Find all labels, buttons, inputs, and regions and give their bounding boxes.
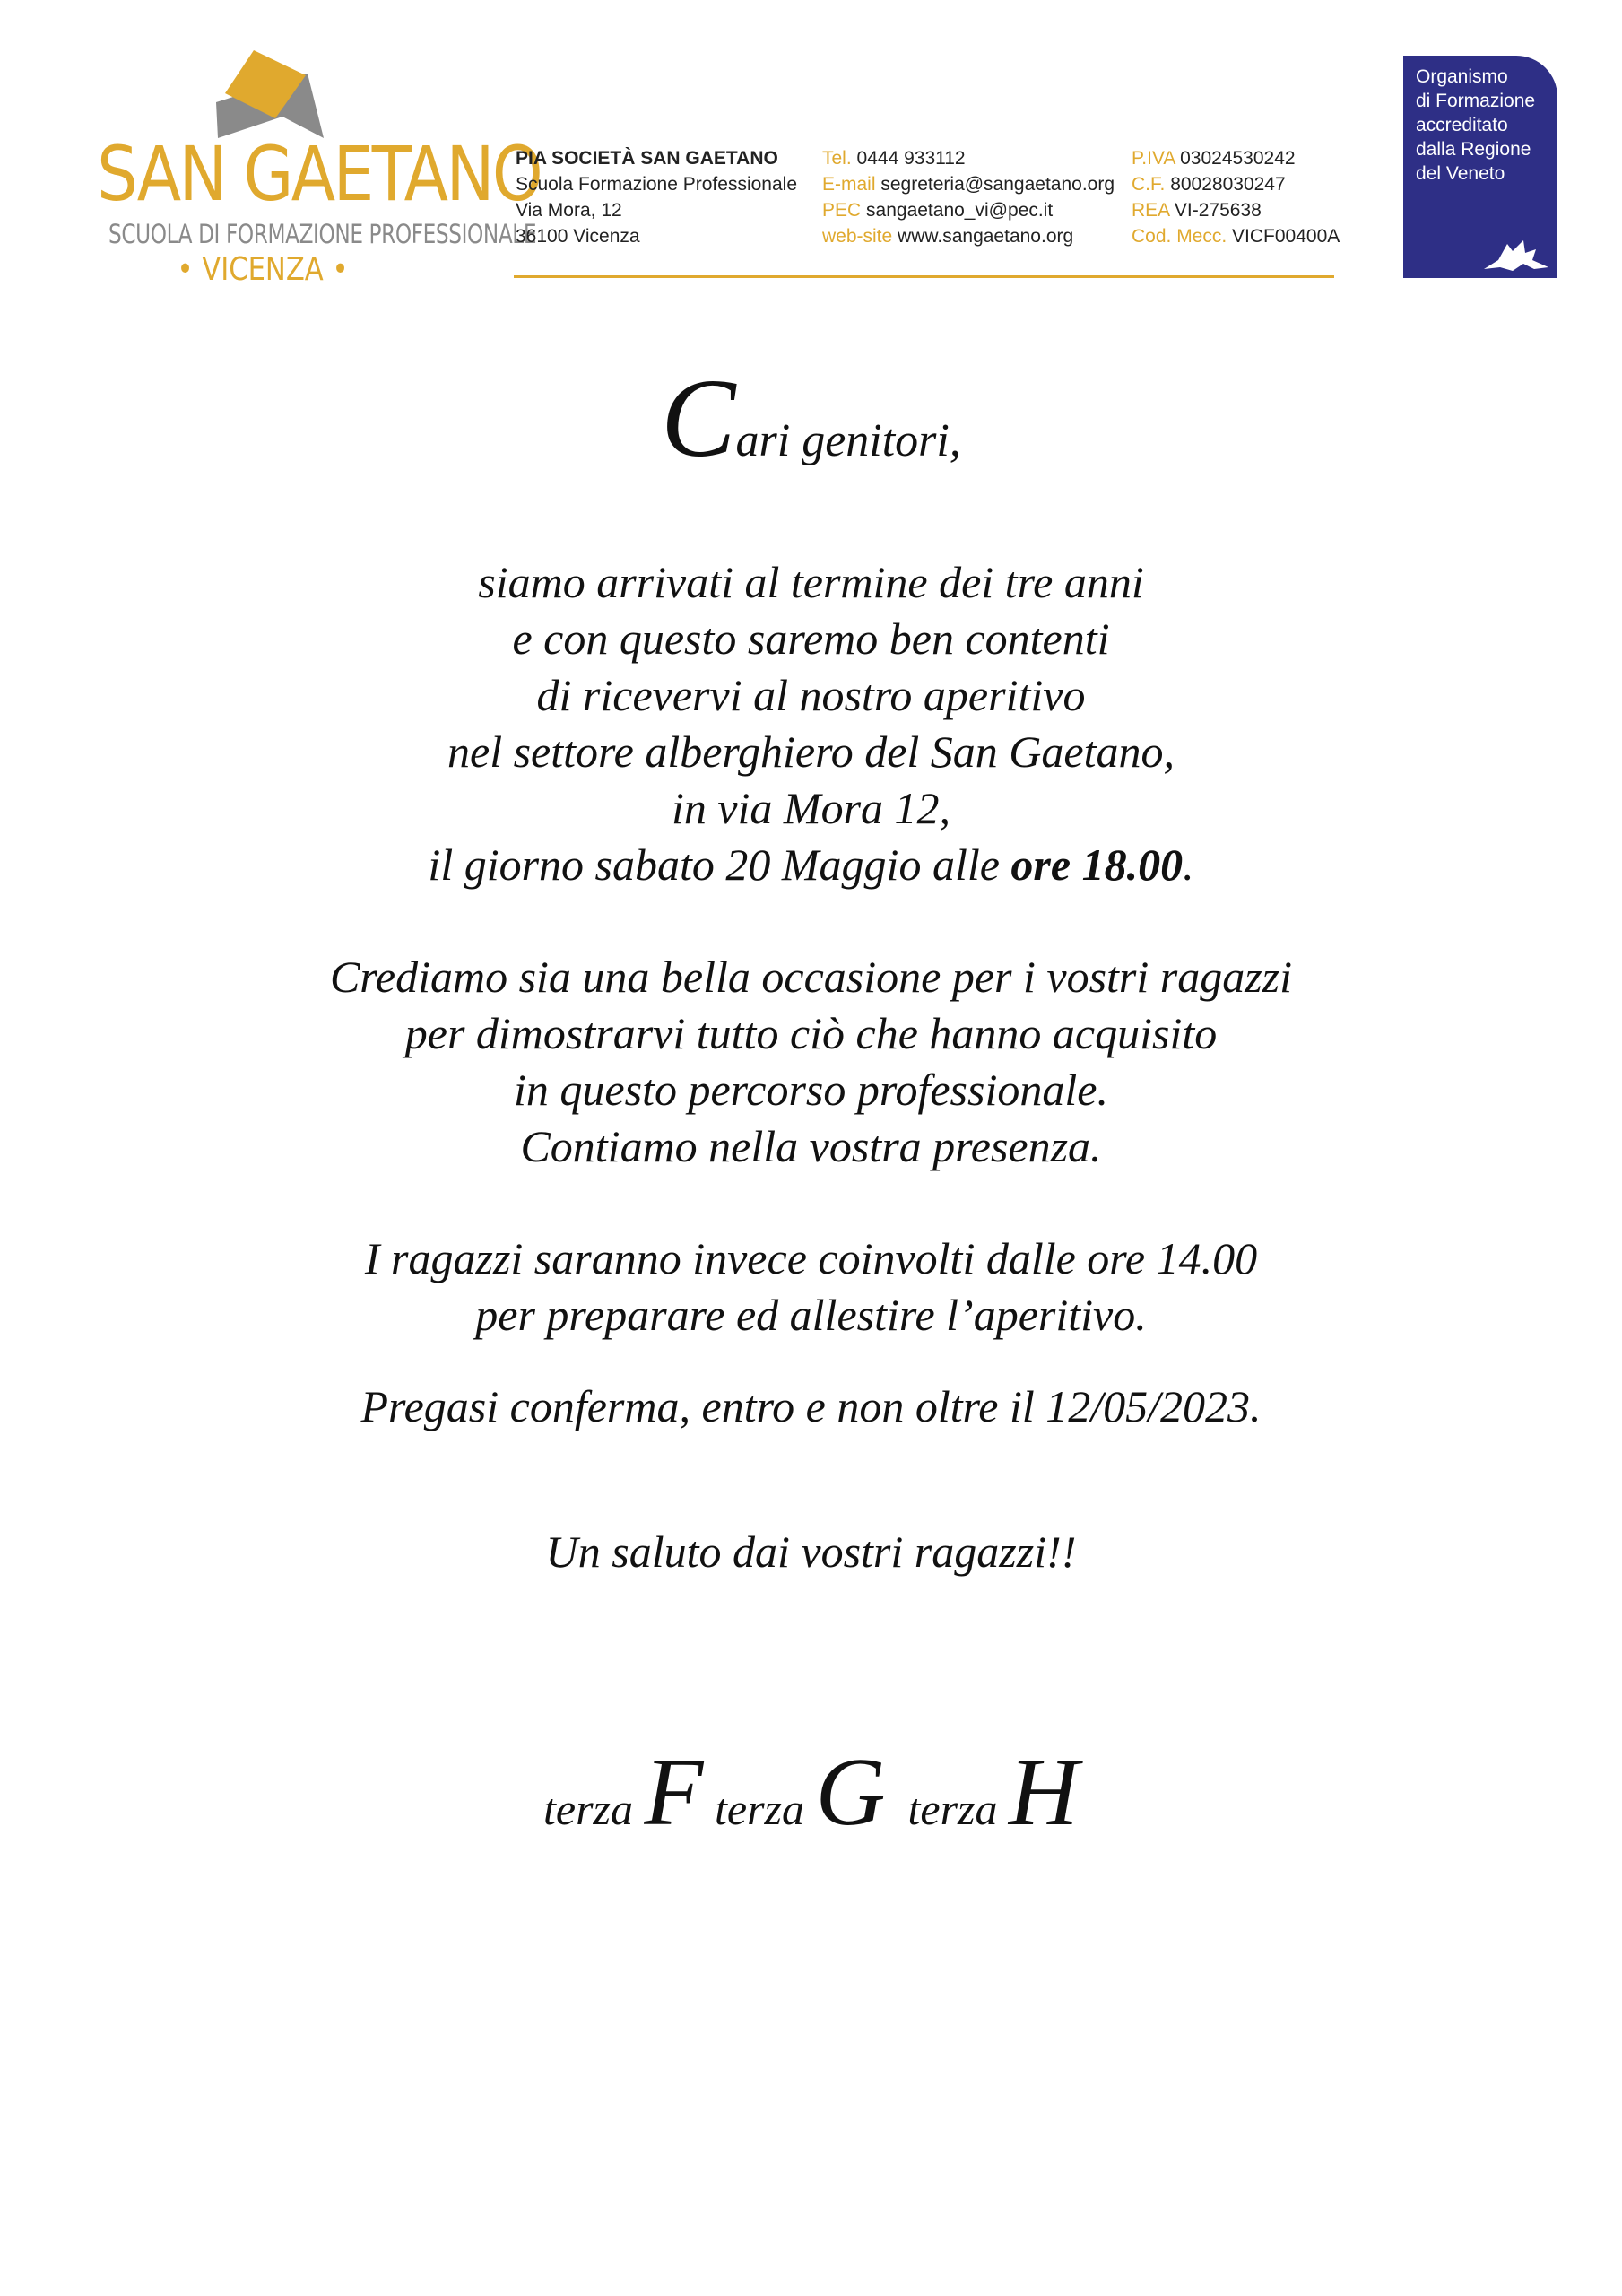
school-logo <box>70 39 542 288</box>
rsvp-line: Pregasi conferma, entro e non oltre il 12/05/2023. <box>360 1381 1262 1431</box>
signature-class-label: terza <box>907 1784 998 1834</box>
contact-tel <box>822 145 1115 171</box>
org-type: Scuola Formazione Professionale <box>516 174 797 195</box>
contact-web <box>822 223 1115 249</box>
contact-block <box>822 145 1115 249</box>
logo-city: • VICENZA • <box>177 251 349 288</box>
logo-subtitle: SCUOLA DI FORMAZIONE PROFESSIONALE <box>108 219 537 249</box>
event-time-after: . <box>1183 839 1194 890</box>
badge-line: di Formazione <box>1416 91 1536 111</box>
event-time-line <box>0 839 1622 890</box>
fiscal-rea-label: REA <box>1132 200 1170 221</box>
contact-tel-value: 0444 933112 <box>856 148 966 169</box>
badge-line: accreditato <box>1416 115 1508 135</box>
signature <box>0 1739 1622 1846</box>
contact-email-value[interactable]: segreteria@sangaetano.org <box>880 174 1115 195</box>
badge-line: Organismo <box>1416 66 1508 87</box>
org-city: 36100 Vicenza <box>516 226 640 247</box>
fiscal-piva <box>1132 145 1340 171</box>
fiscal-codmecc <box>1132 223 1340 249</box>
paragraph-1-line: in via Mora 12, <box>671 783 951 833</box>
paragraph-2-line: Contiamo nella vostra presenza. <box>520 1121 1102 1171</box>
accreditation-badge <box>1403 56 1557 278</box>
paragraph-1-line: di ricevervi al nostro aperitivo <box>536 670 1086 720</box>
fiscal-codmecc-label: Cod. Mecc. <box>1132 226 1227 247</box>
fiscal-codmecc-value: VICF00400A <box>1232 226 1340 247</box>
greeting <box>0 357 1622 481</box>
contact-email <box>822 171 1115 197</box>
org-name: PIA SOCIETÀ SAN GAETANO <box>516 148 778 169</box>
contact-web-value[interactable]: www.sangaetano.org <box>898 226 1074 247</box>
lion-icon <box>1480 233 1552 274</box>
signature-class-letter: F <box>644 1739 704 1846</box>
contact-tel-label: Tel. <box>822 148 852 169</box>
signature-class-letter: H <box>1008 1739 1079 1846</box>
greeting-rest: ari genitori, <box>735 415 961 466</box>
paragraph-2-line: Crediamo sia una bella occasione per i vostri ragazzi <box>329 952 1293 1002</box>
badge-line: dalla Regione <box>1416 139 1531 160</box>
logo-name: SAN GAETANO <box>97 130 542 218</box>
fiscal-rea <box>1132 197 1340 223</box>
fiscal-block <box>1132 145 1340 249</box>
event-time-before: il giorno sabato 20 Maggio alle <box>428 839 1011 890</box>
paragraph-1-line: e con questo saremo ben contenti <box>512 613 1110 664</box>
paragraph-2-line: in questo percorso professionale. <box>514 1065 1108 1115</box>
badge-line: del Veneto <box>1416 163 1505 184</box>
event-time: ore 18.00 <box>1010 839 1184 890</box>
signature-class-label: terza <box>714 1784 804 1834</box>
paragraph-3-line: per preparare ed allestire l’aperitivo. <box>475 1290 1147 1340</box>
fiscal-cf <box>1132 171 1340 197</box>
paragraph-2-line: per dimostrarvi tutto ciò che hanno acquisito <box>404 1008 1218 1058</box>
paragraph-1-line: nel settore alberghiero del San Gaetano, <box>447 726 1175 777</box>
paragraph-1-line: siamo arrivati al termine dei tre anni <box>478 557 1144 607</box>
contact-web-label: web-site <box>822 226 893 247</box>
signature-class-label: terza <box>543 1784 633 1834</box>
fiscal-cf-label: C.F. <box>1132 174 1166 195</box>
paragraph-3-line: I ragazzi saranno invece coinvolti dalle ore 14.00 <box>364 1233 1258 1283</box>
address-block <box>516 145 797 249</box>
signature-class-letter: G <box>815 1739 886 1846</box>
closing-line: Un saluto dai vostri ragazzi!! <box>545 1526 1077 1577</box>
fiscal-cf-value: 80028030247 <box>1170 174 1286 195</box>
org-street: Via Mora, 12 <box>516 200 622 221</box>
contact-email-label: E-mail <box>822 174 876 195</box>
greeting-initial: C <box>661 357 736 481</box>
fiscal-piva-value: 03024530242 <box>1180 148 1296 169</box>
contact-pec-label: PEC <box>822 200 862 221</box>
fiscal-piva-label: P.IVA <box>1132 148 1175 169</box>
fiscal-rea-value: VI-275638 <box>1174 200 1262 221</box>
contact-pec-value[interactable]: sangaetano_vi@pec.it <box>866 200 1054 221</box>
contact-pec <box>822 197 1115 223</box>
header-divider <box>514 275 1334 278</box>
